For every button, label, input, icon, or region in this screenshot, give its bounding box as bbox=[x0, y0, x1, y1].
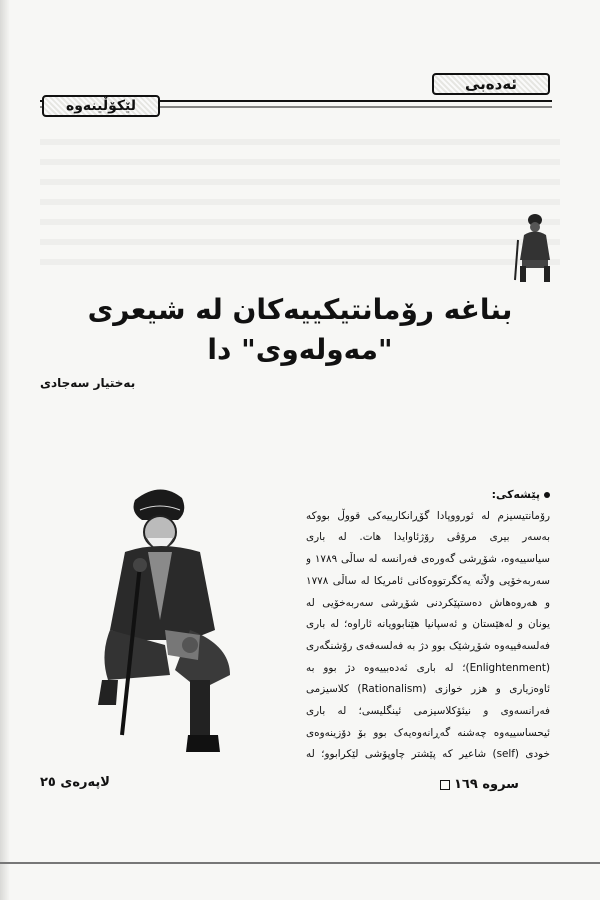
body-line: (Enlightenment)؛ لە باری ئەدەبییەوە دژ بوو بە bbox=[306, 661, 550, 674]
body-line: رۆمانتیسیزم لە ئورووپادا گۆڕانکارییەکی قووڵ بووکە bbox=[306, 509, 550, 522]
subsection-tab-research bbox=[42, 95, 160, 117]
issue-label-text: سروە ١٦٩ bbox=[454, 777, 519, 792]
bleed-through-text bbox=[40, 125, 560, 265]
body-line: فەرانسەوی و نیئۆکلاسیزمی ئینگلیسی؛ لە باری bbox=[306, 705, 550, 718]
body-line: و هەروەهاش دەستپێکردنی شۆڕشی سەربەخۆیی لە bbox=[306, 596, 550, 609]
body-line: ئاوەزیاری و هزر خوازی (Rationalism) کلاسیزمی bbox=[306, 683, 550, 696]
square-icon bbox=[440, 780, 450, 790]
seated-man-illustration bbox=[80, 480, 250, 780]
intro-heading bbox=[306, 484, 550, 506]
section-tab-label: ئەدەبی bbox=[464, 75, 518, 93]
article-author: بەختیار سەجادی bbox=[40, 376, 136, 390]
scan-edge-line bbox=[0, 862, 600, 864]
body-line: ئیحساسییەوە چەشنە گەڕانەوەیەک بوو بۆ دۆزینەوەی bbox=[306, 726, 550, 739]
subsection-tab-label: لێکۆڵینەوە bbox=[65, 98, 137, 114]
article-body bbox=[306, 484, 550, 766]
section-tab-literature bbox=[432, 73, 550, 95]
body-line: خودی (self) شاعیر کە پێشتر چاوپۆشی لێکرابوو؛ لە bbox=[306, 748, 550, 761]
body-line: سەربەخۆیی ولاّتە یەکگرتووەکانی ئامریکا لە ساڵی ١٧٧٨ bbox=[306, 574, 550, 587]
bullet-icon bbox=[544, 492, 550, 498]
article-title: بناغە رۆمانتیکییەکان لە شیعری "مەولەوی" دا bbox=[87, 293, 513, 366]
body-line: فەلسەفییەوە شۆڕشێک بوو دژ بە فەلسەفەی رۆشنگەری bbox=[306, 639, 550, 652]
page-number: لاپەرەی ٢٥ bbox=[40, 775, 110, 790]
body-line: یونان و لەهێستان و ئەسپانیا هێنابوویانە ئاراوە؛ لە باری bbox=[306, 618, 550, 631]
small-figure-illustration bbox=[510, 210, 560, 285]
body-line: بەسەر بیری مرۆڤی رۆژئاوایدا هات. لە باری bbox=[306, 531, 550, 544]
issue-label bbox=[440, 777, 550, 792]
scan-edge bbox=[0, 0, 10, 900]
body-line: سیاسییەوە، شۆڕشی گەورەی فەرانسە لە ساڵی ١٧٨٩ و bbox=[306, 553, 550, 566]
intro-heading-text: پێشەکی: bbox=[491, 488, 540, 501]
